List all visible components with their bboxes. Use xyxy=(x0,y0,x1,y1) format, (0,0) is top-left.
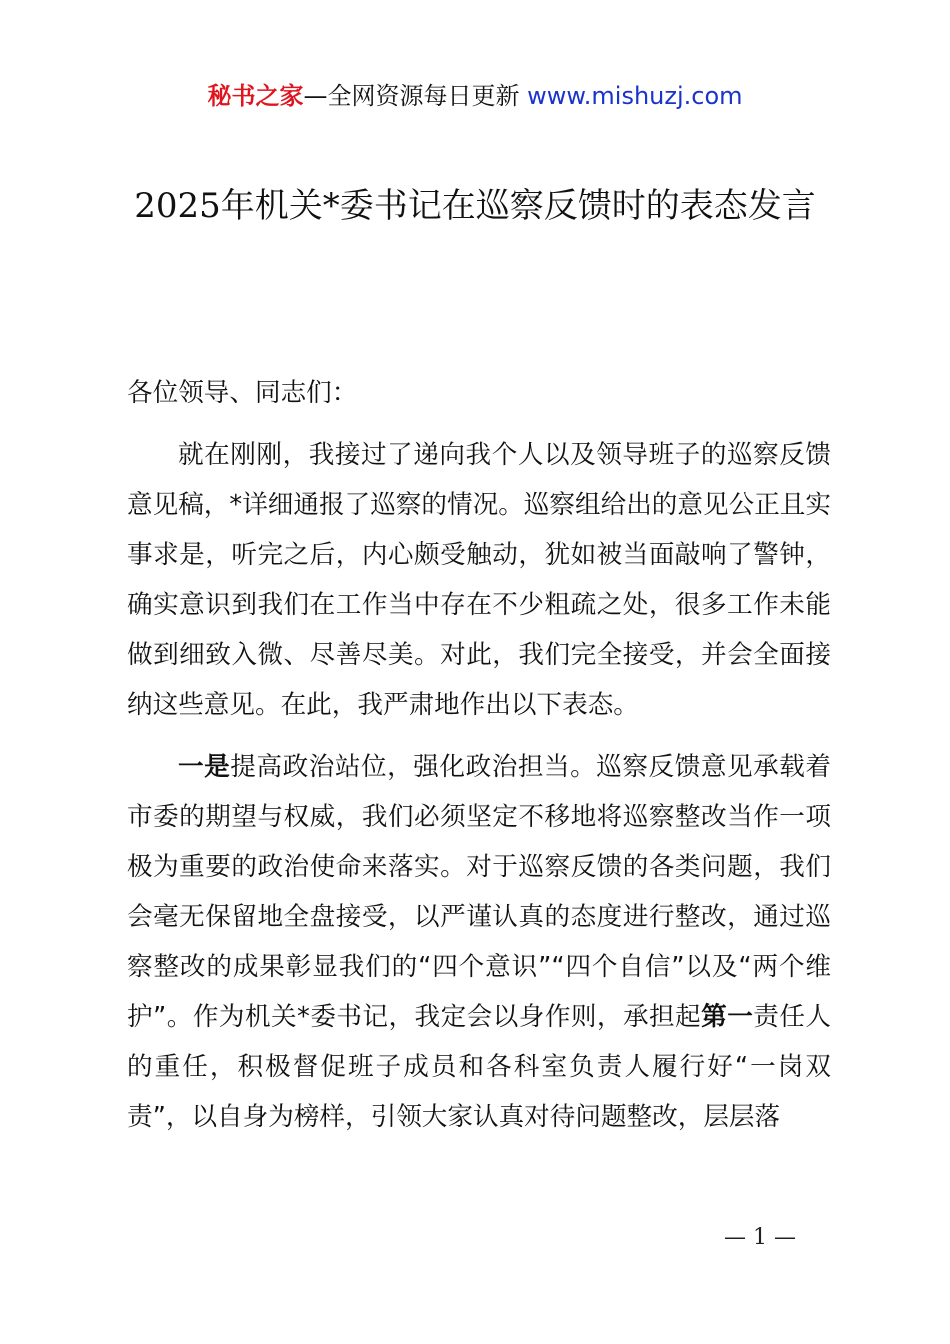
brand-name: 秘书之家 xyxy=(207,82,304,110)
point-one-text-part2: 责任人的重任，积极督促班子成员和各科室负责人履行好“一岗双责”，以自身为榜样，引领大家认真对待问题整改，层层落 xyxy=(127,1002,831,1132)
paragraph-intro: 就在刚刚，我接过了递向我个人以及领导班子的巡察反馈意见稿，*详细通报了巡察的情况。巡察组给出的意见公正且实事求是，听完之后，内心颇受触动，犹如被当面敲响了警钟，确实意识到我们在工作当中存在不少粗疏之处，很多工作未能做到细致入微、尽善尽美。对此，我们完全接受，并会全面接纳这些意见。在此，我严肃地作出以下表态。 xyxy=(127,440,831,720)
website-link[interactable]: www.mishuzj.com xyxy=(527,82,743,110)
point-one-emphasis: 第一 xyxy=(701,1002,754,1032)
point-one-lead: 一是 xyxy=(178,752,231,782)
page-number: — 1 — xyxy=(724,1225,796,1250)
paragraph-point-one xyxy=(127,742,831,1142)
document-body xyxy=(127,368,831,1154)
document-title: 2025年机关*委书记在巡察反馈时的表态发言 xyxy=(134,186,816,226)
point-one-text-part1: 提高政治站位，强化政治担当。巡察反馈意见承载着市委的期望与权威，我们必须坚定不移地将巡察整改当作一项极为重要的政治使命来落实。对于巡察反馈的各类问题，我们会毫无保留地全盘接受，以严谨认真的态度进行整改，通过巡察整改的成果彰显我们的“四个意识”“四个自信”以及“两个维护”。作为机关*委书记，我定会以身作则，承担起 xyxy=(127,752,831,1032)
site-header xyxy=(0,80,950,112)
salutation: 各位领导、同志们： xyxy=(127,378,358,408)
header-tagline: —全网资源每日更新 xyxy=(303,82,520,110)
